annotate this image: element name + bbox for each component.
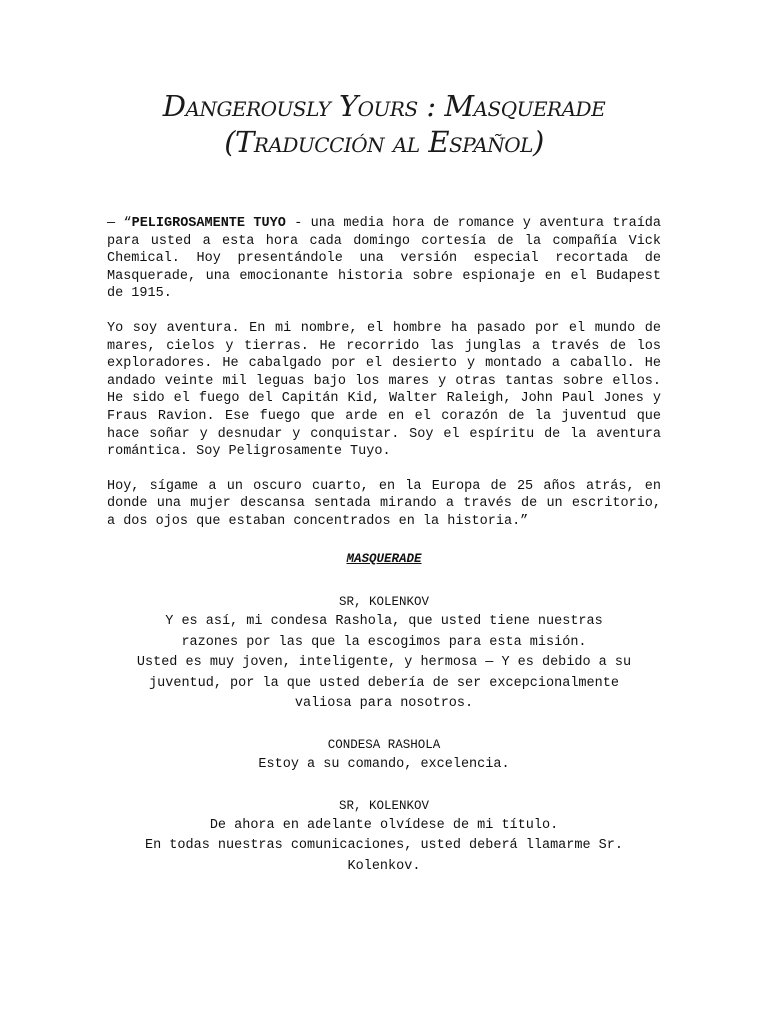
dialogue-line: Usted es muy joven, inteligente, y hermosa — Y es debido a su (136, 655, 632, 671)
adventure-paragraph: Yo soy aventura. En mi nombre, el hombre ha pasado por el mundo de mares, cielos y tierras. He recorrido las junglas a través de los exploradores. He cabalgado por el desierto y montado a caballo. He andado veinte mil leguas bajo los mares y otras tantas sobre ellos. He sido el fuego del Capitán Kid, Walter Raleigh, John Paul Jones y Fraus Ravion. Ese fuego que arde en el corazón de la juventud que hace soñar y desnudar y conquistar. Soy el espíritu de la aventura romántica. Soy Peligrosamente Tuyo. (107, 320, 661, 460)
dialogue-line: Estoy a su comando, excelencia. (258, 757, 510, 773)
speaker-name: SR, KOLENKOV (338, 595, 429, 610)
setting-paragraph: Hoy, sígame a un oscuro cuarto, en la Europa de 25 años atrás, en donde una mujer descansa sentada mirando a través de un escritorio, a dos ojos que estaban concentrados en la historia.” (107, 478, 661, 529)
speaker-name: CONDESA RASHOLA (327, 738, 441, 753)
dialogue-line: razones por las que la escogimos para esta misión. (181, 634, 587, 650)
dialogue-block (107, 796, 661, 878)
document-body (107, 215, 661, 897)
dialogue-line: Kolenkov. (347, 858, 421, 874)
dialogue-line: Y es así, mi condesa Rashola, que usted tiene nuestras (165, 614, 603, 630)
dialogue-line: En todas nuestras comunicaciones, usted deberá llamarme Sr. (145, 838, 623, 854)
intro-paragraph (107, 215, 661, 303)
title-line-2: (Traducción al Español) (224, 125, 544, 159)
dialogue-block (107, 735, 661, 776)
dialogue-line: juventud, por la que usted debería de ser excepcionalmente (149, 675, 619, 691)
scene-title: MASQUERADE (346, 551, 422, 566)
intro-prefix: — “ (107, 216, 132, 231)
dialogue-block (107, 592, 661, 715)
speaker-name: SR, KOLENKOV (338, 798, 429, 813)
intro-text: - una media hora de romance y aventura traída para usted a esta hora cada domingo cortesía de la compañía Vick Chemical. Hoy presentándole una versión especial recortada de Masquerade, una emocionante historia sobre espionaje en el Budapest de 1915. (107, 216, 661, 302)
dialogue-line: De ahora en adelante olvídese de mi título. (209, 817, 559, 833)
intro-bold-title: PELIGROSAMENTE TUYO (131, 216, 286, 231)
title-line-1: Dangerously Yours : Masquerade (162, 89, 606, 123)
document-title (0, 88, 768, 160)
dialogue-line: valiosa para nosotros. (294, 696, 474, 712)
